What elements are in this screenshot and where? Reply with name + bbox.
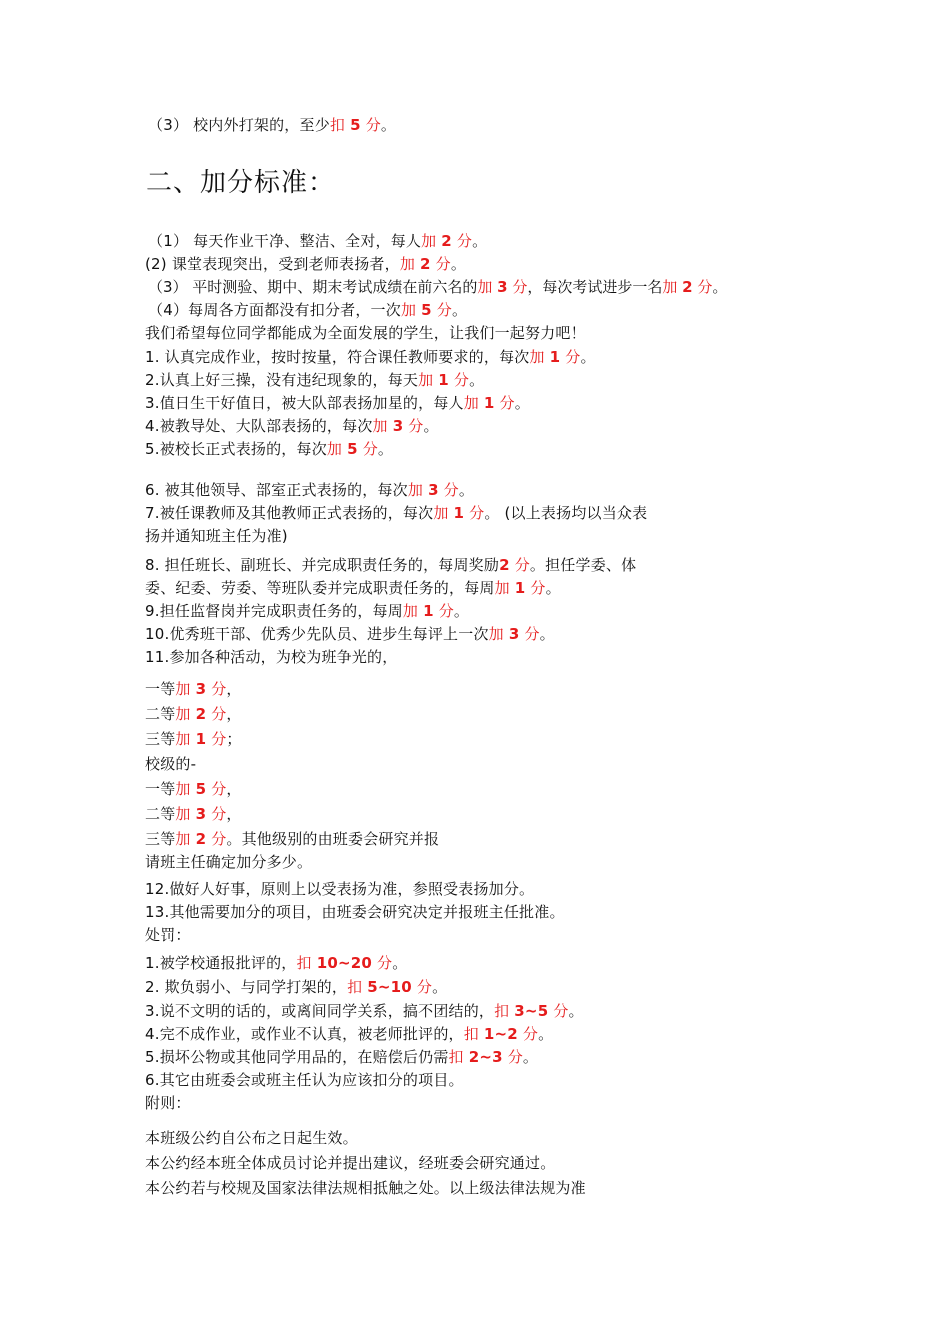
list-item: 5.被校长正式表扬的，每次加 5 分。 (145, 440, 394, 458)
appendix-title: 附则： (145, 1094, 191, 1112)
section-heading: 二、加分标准： (146, 168, 336, 198)
penalty-title: 处罚： (145, 926, 191, 944)
appendix-line: 本公约若与校规及国家法律法规相抵触之处。以上级法律法规为准 (145, 1179, 586, 1197)
list-item: 1. 认真完成作业，按时按量，符合课任教师要求的，每次加 1 分。 (145, 348, 596, 366)
list-item: 4.被教导处、大队部表扬的，每次加 3 分。 (145, 417, 439, 435)
list-item: 3.值日生干好值日，被大队部表扬加星的，每人加 1 分。 (145, 394, 530, 412)
prize-line: 二等加 2 分， (145, 705, 242, 723)
appendix-line: 本公约经本班全体成员讨论并提出建议，经班委会研究通过。 (145, 1154, 556, 1172)
prize-line: 一等加 3 分， (145, 680, 242, 698)
penalty-item: 2. 欺负弱小、与同学打架的，扣 5~10 分。 (145, 978, 448, 996)
prize-line: 三等加 1 分； (145, 730, 242, 748)
appendix-line: 本班级公约自公布之日起生效。 (145, 1129, 358, 1147)
prize-line: 三等加 2 分。其他级别的由班委会研究并报 (145, 830, 440, 848)
rule-line: （3） 校内外打架的，至少扣 5 分。 (148, 116, 397, 134)
standard-item: （3） 平时测验、期中、期末考试成绩在前六名的加 3 分，每次考试进步一名加 2 分。 (148, 278, 728, 296)
list-item: 7.被任课教师及其他教师正式表扬的，每次加 1 分。 (以上表扬均以当众表 (145, 504, 648, 522)
list-item: 2.认真上好三操，没有违纪现象的，每天加 1 分。 (145, 371, 485, 389)
list-item: 13.其他需要加分的项目，由班委会研究决定并报班主任批准。 (145, 903, 565, 921)
penalty-item: 6.其它由班委会或班主任认为应该扣分的项目。 (145, 1071, 464, 1089)
list-item-continuation: 扬并通知班主任为准) (145, 527, 288, 545)
list-item: 10.优秀班干部、优秀少先队员、进步生每评上一次加 3 分。 (145, 625, 555, 643)
prize-line: 一等加 5 分， (145, 780, 242, 798)
list-item: 9.担任监督岗并完成职责任务的，每周加 1 分。 (145, 602, 470, 620)
list-item: 6. 被其他领导、部室正式表扬的，每次加 3 分。 (145, 481, 475, 499)
list-item: 11.参加各种活动，为校为班争光的， (145, 648, 398, 666)
hope-text: 我们希望每位同学都能成为全面发展的学生，让我们一起努力吧！ (145, 324, 586, 342)
penalty-item: 3.说不文明的话的，或离间同学关系，搞不团结的，扣 3~5 分。 (145, 1002, 584, 1020)
standard-item: （4）每周各方面都没有扣分者，一次加 5 分。 (148, 301, 468, 319)
penalty-item: 1.被学校通报批评的，扣 10~20 分。 (145, 954, 408, 972)
standard-item: (2) 课堂表现突出，受到老师表扬者，加 2 分。 (145, 255, 467, 273)
list-item-continuation: 委、纪委、劳委、等班队委并完成职责任务的，每周加 1 分。 (145, 579, 561, 597)
prize-line: 二等加 3 分， (145, 805, 242, 823)
list-item: 8. 担任班长、副班长、并完成职责任务的，每周奖励2 分。担任学委、体 (145, 556, 637, 574)
list-item: 12.做好人好事，原则上以受表扬为准，参照受表扬加分。 (145, 880, 535, 898)
school-level-label: 校级的- (145, 755, 197, 773)
prize-continuation: 请班主任确定加分多少。 (145, 853, 313, 871)
penalty-item: 5.损坏公物或其他同学用品的，在赔偿后仍需扣 2~3 分。 (145, 1048, 539, 1066)
standard-item: （1） 每天作业干净、整洁、全对，每人加 2 分。 (148, 232, 488, 250)
penalty-item: 4.完不成作业，或作业不认真，被老师批评的，扣 1~2 分。 (145, 1025, 554, 1043)
